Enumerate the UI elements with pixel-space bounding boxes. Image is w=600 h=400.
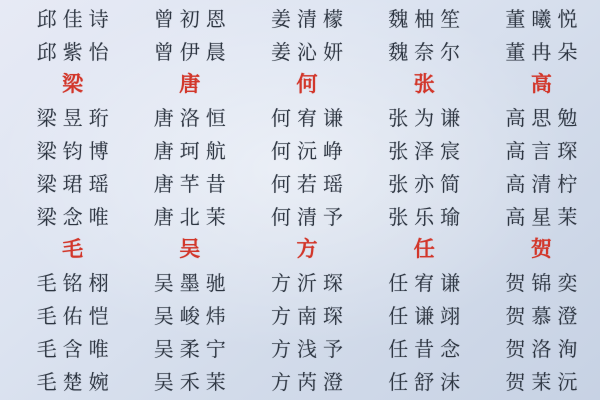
name-cell: 贺洛洵 <box>505 336 584 361</box>
name-cell: 唐芊昔 <box>153 171 232 196</box>
name-cell: 方南琛 <box>270 303 349 328</box>
name-cell: 董冉朵 <box>505 39 584 64</box>
surname-header: 梁 <box>62 72 84 96</box>
name-cell: 张泽宸 <box>388 138 467 163</box>
name-cell: 任舒沫 <box>388 369 467 394</box>
surname-header: 贺 <box>530 237 552 261</box>
name-cell: 毛铭栩 <box>36 270 115 295</box>
name-cell: 毛佑恺 <box>36 303 115 328</box>
name-cell: 贺慕澄 <box>505 303 584 328</box>
name-cell: 董曦悦 <box>505 6 584 31</box>
surname-header: 任 <box>413 237 435 261</box>
surname-header: 毛 <box>62 237 84 261</box>
name-cell: 何清予 <box>270 204 349 229</box>
name-cell: 任宥谦 <box>388 270 467 295</box>
name-cell: 张乐瑜 <box>388 204 467 229</box>
name-cell: 任谦翊 <box>388 303 467 328</box>
name-cell: 吴墨驰 <box>153 270 232 295</box>
name-cell: 方沂琛 <box>270 270 349 295</box>
name-cell: 唐洛恒 <box>153 105 232 130</box>
name-cell: 张为谦 <box>388 105 467 130</box>
name-cell: 唐北茉 <box>153 204 232 229</box>
surname-header: 吴 <box>179 237 201 261</box>
name-cell: 梁钧博 <box>36 138 115 163</box>
name-cell: 高思勉 <box>505 105 584 130</box>
name-cell: 贺茉沅 <box>505 369 584 394</box>
surname-header: 唐 <box>179 72 201 96</box>
name-cell: 高言琛 <box>505 138 584 163</box>
name-cell: 高清柠 <box>505 171 584 196</box>
name-cell: 曾初恩 <box>153 6 232 31</box>
name-cell: 梁昱珩 <box>36 105 115 130</box>
name-cell: 何若瑶 <box>270 171 349 196</box>
name-cell: 高星茉 <box>505 204 584 229</box>
name-cell: 魏柚笙 <box>388 6 467 31</box>
name-cell: 吴柔宁 <box>153 336 232 361</box>
name-cell: 魏奈尔 <box>388 39 467 64</box>
name-cell: 吴禾茉 <box>153 369 232 394</box>
name-cell: 毛含唯 <box>36 336 115 361</box>
name-cell: 贺锦奕 <box>505 270 584 295</box>
name-cell: 曾伊晨 <box>153 39 232 64</box>
name-cell: 方浅予 <box>270 336 349 361</box>
name-cell: 唐珂航 <box>153 138 232 163</box>
name-cell: 姜沁妍 <box>270 39 349 64</box>
name-cell: 毛楚婉 <box>36 369 115 394</box>
name-cell: 何沅峥 <box>270 138 349 163</box>
surname-header: 张 <box>413 72 435 96</box>
name-cell: 任昔念 <box>388 336 467 361</box>
name-cell: 梁念唯 <box>36 204 115 229</box>
name-cell: 方芮澄 <box>270 369 349 394</box>
name-cell: 梁珺瑶 <box>36 171 115 196</box>
name-cell: 张亦简 <box>388 171 467 196</box>
surname-header: 何 <box>296 72 318 96</box>
name-cell: 何宥谦 <box>270 105 349 130</box>
name-cell: 邱佳诗 <box>36 6 115 31</box>
surname-header: 高 <box>530 72 552 96</box>
name-cell: 邱紫怡 <box>36 39 115 64</box>
name-cell: 吴峻炜 <box>153 303 232 328</box>
name-cell: 姜清檬 <box>270 6 349 31</box>
surname-header: 方 <box>296 237 318 261</box>
